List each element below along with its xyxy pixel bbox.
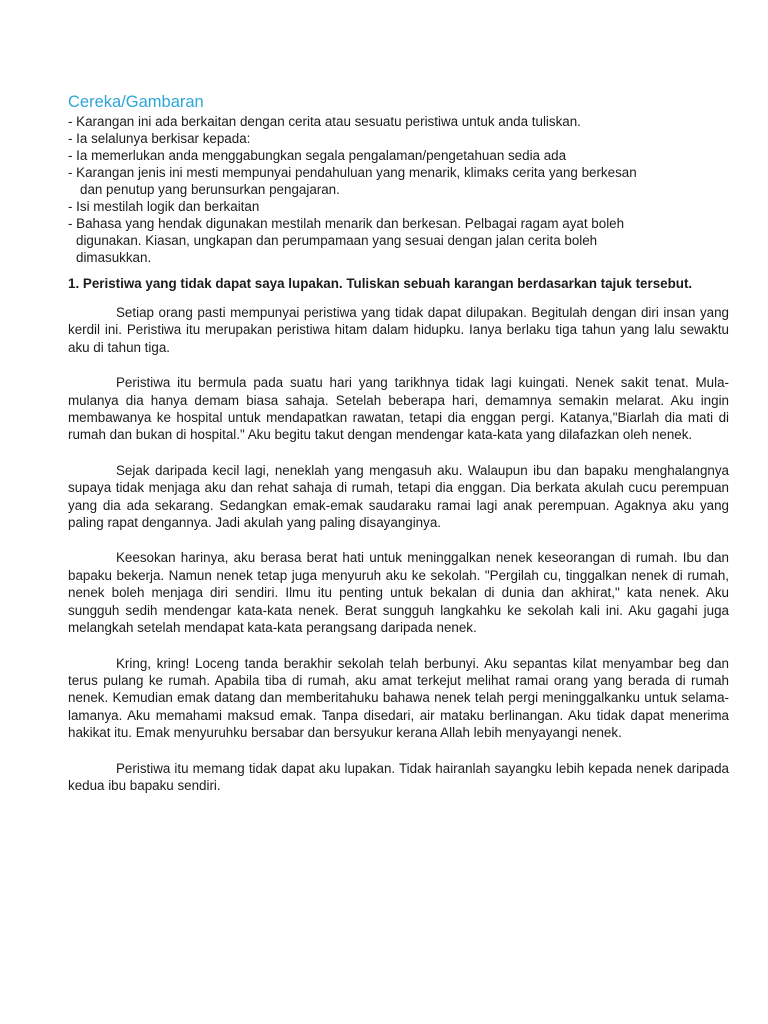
note-line: - Karangan ini ada berkaitan dengan cerita atau sesuatu peristiwa untuk anda tuliskan. [68, 114, 581, 129]
note-line-continuation: dan penutup yang berunsurkan pengajaran. [80, 182, 340, 197]
essay-paragraph: Peristiwa itu bermula pada suatu hari yang tarikhnya tidak lagi kuingati. Nenek sakit tenat. Mula-mulanya dia hanya demam biasa sahaja. Setelah beberapa hari, demamnya semakin melarat. Aku ingin membawanya ke hospital untuk mendapatkan rawatan, tetapi dia enggan pergi. Katanya,"Biarlah dia mati di rumah dan bukan di hospital." Aku begitu takut dengan mendengar kata-kata yang dilafazkan oleh nenek. [68, 375, 729, 443]
note-line: - Bahasa yang hendak digunakan mestilah menarik dan berkesan. Pelbagai ragam ayat boleh [68, 216, 625, 231]
note-line: - Karangan jenis ini mesti mempunyai pendahuluan yang menarik, klimaks cerita yang berkesan [68, 165, 637, 180]
note-line: - Ia memerlukan anda menggabungkan segala pengalaman/pengetahuan sedia ada [68, 148, 567, 163]
section-heading: Cereka/Gambaran [68, 93, 204, 111]
essay-paragraph: Peristiwa itu memang tidak dapat aku lupakan. Tidak hairanlah sayangku lebih kepada nenek daripada kedua ibu bapaku sendiri. [68, 760, 729, 793]
essay-question: 1. Peristiwa yang tidak dapat saya lupakan. Tuliskan sebuah karangan berdasarkan tajuk tersebut. [68, 276, 693, 291]
essay-paragraph: Sejak daripada kecil lagi, neneklah yang mengasuh aku. Walaupun ibu dan bapaku menghalangnya supaya tidak menjaga aku dan rehat sahaja di rumah, tetapi dia enggan. Dia berkata akulah cucu perempuan yang dia ada sekarang. Sedangkan emak-emak saudaraku ramai lagi anak perempuan. Agaknya aku yang paling rapat dengannya. Jadi akulah yang paling disayanginya. [68, 462, 729, 531]
notes-list [68, 113, 748, 266]
note-line-continuation: digunakan. Kiasan, ungkapan dan perumpamaan yang sesuai dengan jalan cerita boleh [76, 233, 598, 248]
essay-body [68, 304, 729, 812]
note-line: - Ia selalunya berkisar kepada: [68, 131, 251, 146]
note-line-continuation: dimasukkan. [76, 250, 152, 265]
essay-paragraph: Keesokan harinya, aku berasa berat hati untuk meninggalkan nenek keseorangan di rumah. Ibu dan bapaku bekerja. Namun nenek tetap juga menyuruh aku ke sekolah. "Pergilah cu, tinggalkan nenek di rumah, nenek boleh menjaga diri sendiri. Ilmu itu penting untuk bekalan di dunia dan akhirat," kata nenek. Aku sungguh sedih mendengar kata-kata nenek. Berat sungguh langkahku ke sekolah kali ini. Aku gagahi juga melangkah setelah mendapat kata-kata perangsang daripada nenek. [68, 550, 729, 636]
essay-paragraph: Kring, kring! Loceng tanda berakhir sekolah telah berbunyi. Aku sepantas kilat menyambar beg dan terus pulang ke rumah. Apabila tiba di rumah, aku amat terkejut melihat ramai orang yang berada di rumah nenek. Kemudian emak datang dan memberitahuku bahawa nenek telah pergi meninggalkanku untuk selama-lamanya. Aku memahami maksud emak. Tanpa disedari, air mataku berlinangan. Aku tidak dapat menerima hakikat itu. Emak menyuruhku bersabar dan bersyukur kerana Allah lebih menyayangi nenek. [68, 655, 729, 741]
essay-paragraph: Setiap orang pasti mempunyai peristiwa yang tidak dapat dilupakan. Begitulah dengan diri insan yang kerdil ini. Peristiwa itu merupakan peristiwa hitam dalam hidupku. Ianya berlaku tiga tahun yang lalu sewaktu aku di tahun tiga. [68, 305, 729, 355]
note-line: - Isi mestilah logik dan berkaitan [68, 199, 260, 214]
